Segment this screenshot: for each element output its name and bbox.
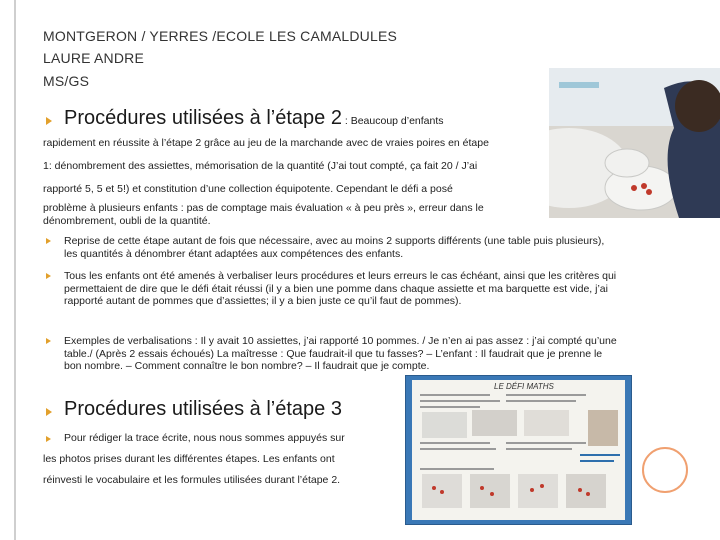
bullet-item: Tous les enfants ont été amenés à verbaliser leurs procédures et leurs erreurs le cas échéant, ainsi que les critères qui permettaient de dire que le défi était réussi (il y a bien une pomme dans chaque assiette et ma barquette est vide, j’ai rapporté autant de pommes que d’assiettes; il y a bien juste ce qu’il faut de pommes). — [64, 270, 617, 307]
section1-line: 1: dénombrement des assiettes, mémorisation de la quantité (J’ai tout compté, ça fait 20 / J’ai — [43, 160, 478, 172]
header-author-line: LAURE ANDRE — [43, 50, 145, 66]
section1-heading: Procédures utilisées à l’étape 2 : Beaucoup d’enfants — [64, 107, 444, 129]
bullet-icon — [46, 408, 52, 416]
header-school-line: MONTGERON / YERRES /ECOLE LES CAMALDULES — [43, 28, 398, 44]
bullet-icon — [46, 273, 51, 279]
poster-sheet — [412, 380, 625, 520]
bullet-icon — [46, 338, 51, 344]
bullet-item: Reprise de cette étape autant de fois que nécessaire, avec au moins 2 supports différents (une table puis plusieurs), les quantités à dénombrer étant adaptées aux compétences des enfants. — [64, 235, 605, 260]
section1-line: problème à plusieurs enfants : pas de comptage mais évaluation « à peu près », erreur dans le — [43, 202, 484, 214]
section1-line: rapidement en réussite à l’étape 2 grâce au jeu de la marchande avec de vraies poires en étape — [43, 137, 489, 149]
bullet-icon — [46, 238, 51, 244]
decorative-circle — [642, 447, 688, 493]
header-class-line: MS/GS — [43, 73, 90, 89]
section2-line: les photos prises durant les différentes étapes. Les enfants ont — [43, 453, 335, 465]
section2-line: réinvesti le vocabulaire et les formules utilisées durant l’étape 2. — [43, 474, 341, 486]
bullet-item: Exemples de verbalisations : Il y avait 10 assiettes, j’ai rapporté 10 pommes. / Je n’en ai pas assez : j’ai compté qu’une table./ (Après 2 essais échoués) La maîtresse : Que faudrait-il que tu fasses? – L’enfant : Il faudrait que je prenne le bon nombre. – Comment connaître le bon nombre? – Il faudrait que je compte. — [64, 335, 617, 372]
classroom-photo — [549, 68, 720, 218]
slide-frame-line — [14, 0, 16, 540]
poster-title: LE DÉFI MATHS — [494, 382, 554, 391]
bullet-icon — [46, 117, 52, 125]
bullet-icon — [46, 436, 51, 442]
section1-line: rapporté 5, 5 et 5!) et constitution d’une collection équipotente. Cependant le défi a posé — [43, 183, 453, 195]
section1-line: dénombrement, oubli de la quantité. — [43, 215, 211, 227]
poster-photo — [405, 375, 632, 525]
section2-heading: Procédures utilisées à l’étape 3 — [64, 398, 342, 420]
section2-bullet: Pour rédiger la trace écrite, nous nous sommes appuyés sur — [64, 432, 345, 444]
